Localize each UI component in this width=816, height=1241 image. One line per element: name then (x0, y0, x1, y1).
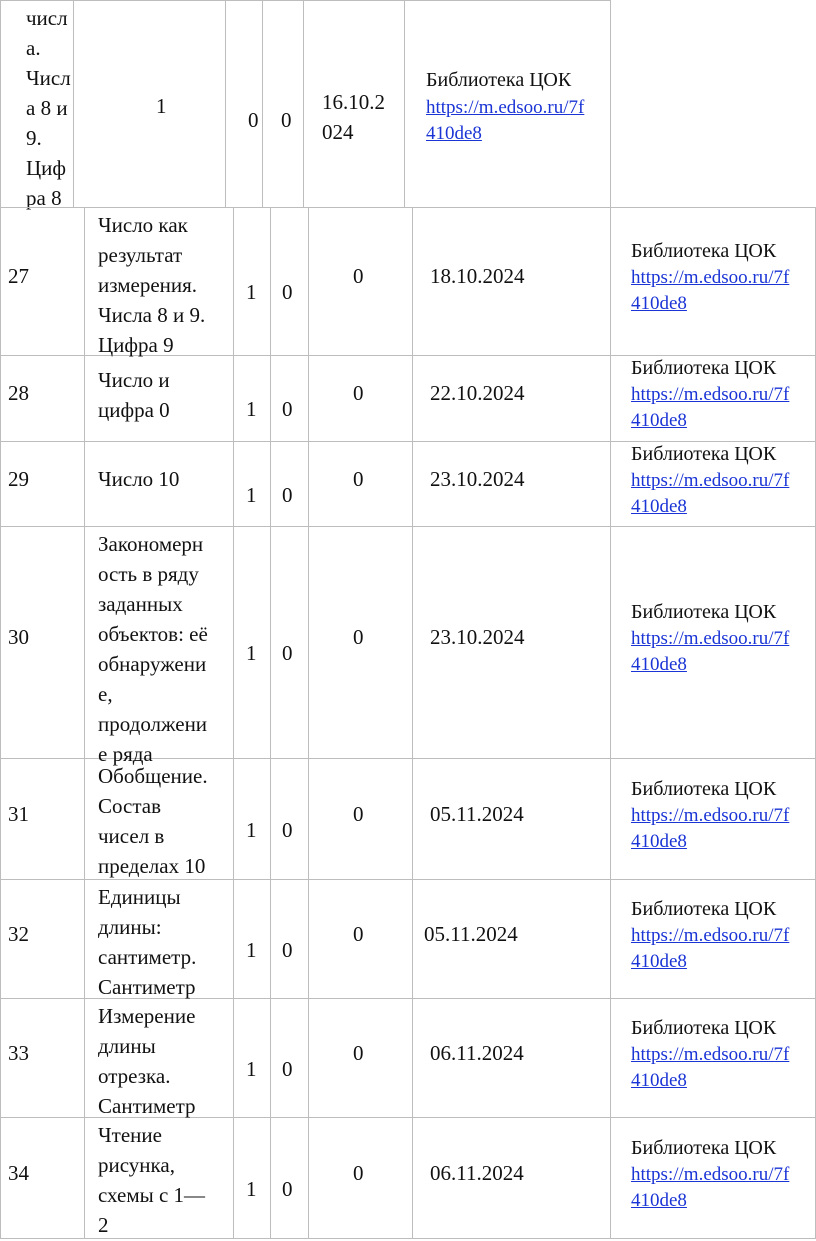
lesson-title-line: длины: (98, 915, 162, 939)
resource-link[interactable]: 410de8 (631, 293, 687, 314)
resource-link[interactable]: 410de8 (631, 951, 687, 972)
lesson-title-line: результат (98, 243, 183, 267)
control-value: 0 (282, 483, 293, 507)
date-value: 23.10.2024 (430, 467, 525, 491)
resource-label: Библиотека ЦОК (631, 357, 777, 379)
lesson-title-line: обнаружени (98, 652, 207, 676)
hours-value: 1 (246, 1057, 257, 1081)
lesson-title-line: е ряда (98, 742, 153, 766)
row-number: 34 (8, 1161, 29, 1185)
resource-link[interactable]: https://m.edsoo.ru/7f (631, 1164, 790, 1185)
resource-link[interactable]: https://m.edsoo.ru/7f (631, 470, 790, 491)
lesson-title-line: Число и (98, 368, 170, 392)
resource-link[interactable]: https://m.edsoo.ru/7f (631, 1044, 790, 1065)
date-value: 06.11.2024 (430, 1161, 524, 1185)
lesson-title-line: длины (98, 1034, 156, 1058)
control-value: 0 (282, 641, 293, 665)
row-number: 31 (8, 802, 29, 826)
table-row (0, 441, 816, 526)
resource-label: Библиотека ЦОК (631, 443, 777, 465)
resource-link[interactable]: https://m.edsoo.ru/7f (631, 267, 790, 288)
resource-link[interactable]: 410de8 (631, 654, 687, 675)
resource-label: Библиотека ЦОК (631, 601, 777, 623)
lesson-title-line: ость в ряду (98, 562, 199, 586)
date-value: 22.10.2024 (430, 381, 525, 405)
date-value: 18.10.2024 (430, 264, 525, 288)
lesson-title-line: схемы с 1— (98, 1183, 206, 1207)
date-value: 16.10.2 (322, 90, 385, 114)
lesson-title-line: а 8 и (26, 96, 68, 120)
practical-value: 0 (353, 625, 364, 649)
resource-label: Библиотека ЦОК (631, 778, 777, 800)
resource-label: Библиотека ЦОК (631, 898, 777, 920)
table-row (0, 758, 816, 879)
lesson-title-line: пределах 10 (98, 854, 206, 878)
hours-value: 1 (246, 938, 257, 962)
hours-value: 1 (246, 1177, 257, 1201)
lesson-title-line: Сантиметр (98, 975, 196, 999)
resource-label: Библиотека ЦОК (631, 1137, 777, 1159)
lesson-title-line: цифра 0 (98, 398, 170, 422)
lesson-title-line: Число 10 (98, 467, 180, 491)
lesson-title-line: е, (98, 682, 113, 706)
table-row (0, 1117, 816, 1238)
resource-link[interactable]: 410de8 (631, 831, 687, 852)
control-value: 0 (282, 1177, 293, 1201)
practical-value: 0 (353, 264, 364, 288)
lesson-title-line: Числ (26, 66, 71, 90)
lesson-title-line: Цифра 9 (98, 333, 174, 357)
resource-link[interactable]: https://m.edsoo.ru/7f (426, 97, 585, 118)
lesson-title-line: Сантиметр (98, 1094, 196, 1118)
practical-value: 0 (353, 467, 364, 491)
lesson-title-line: 9. (26, 126, 42, 150)
date-value: 23.10.2024 (430, 625, 525, 649)
table-row (0, 879, 816, 998)
resource-link[interactable]: https://m.edsoo.ru/7f (631, 384, 790, 405)
practical-value: 0 (353, 802, 364, 826)
hours-value: 1 (246, 818, 257, 842)
resource-link[interactable]: https://m.edsoo.ru/7f (631, 925, 790, 946)
table-row (0, 526, 816, 766)
resource-link[interactable]: 410de8 (426, 123, 482, 144)
lesson-title-line: 2 (98, 1213, 109, 1237)
grid-vline (610, 0, 611, 207)
lesson-title-line: объектов: её (98, 622, 208, 646)
lesson-title-line: Чтение (98, 1123, 162, 1147)
row-number: 30 (8, 625, 29, 649)
control-value: 0 (282, 1057, 293, 1081)
resource-link[interactable]: 410de8 (631, 1070, 687, 1091)
table-row (0, 355, 816, 441)
lesson-title-line: рисунка, (98, 1153, 175, 1177)
lesson-title-line: числ (26, 6, 68, 30)
lesson-title-line: сантиметр. (98, 945, 197, 969)
table-row (0, 207, 816, 355)
hours-value: 1 (246, 280, 257, 304)
resource-label: Библиотека ЦОК (631, 1017, 777, 1039)
hours-value: 1 (246, 641, 257, 665)
lesson-title-line: продолжени (98, 712, 208, 736)
lesson-title-line: ра 8 (26, 186, 62, 210)
control-value: 0 (282, 818, 293, 842)
row-number: 33 (8, 1041, 29, 1065)
control-value: 0 (248, 108, 259, 132)
grid-hline (0, 1238, 816, 1239)
practical-value: 0 (353, 922, 364, 946)
lesson-title-line: Единицы (98, 885, 181, 909)
lesson-title-line: Измерение (98, 1004, 196, 1028)
row-number: 29 (8, 467, 29, 491)
row-number: 27 (8, 264, 29, 288)
lesson-title-line: Число как (98, 213, 188, 237)
lesson-title-line: отрезка. (98, 1064, 171, 1088)
date-value: 06.11.2024 (430, 1041, 524, 1065)
control-value: 0 (282, 938, 293, 962)
resource-link[interactable]: 410de8 (631, 1190, 687, 1211)
table-row (0, 0, 610, 210)
resource-link[interactable]: https://m.edsoo.ru/7f (631, 805, 790, 826)
row-number: 28 (8, 381, 29, 405)
resource-link[interactable]: https://m.edsoo.ru/7f (631, 628, 790, 649)
hours-value: 1 (246, 397, 257, 421)
row-number: 32 (8, 922, 29, 946)
lesson-title-line: заданных (98, 592, 183, 616)
resource-link[interactable]: 410de8 (631, 496, 687, 517)
control-value: 0 (282, 280, 293, 304)
date-value: 05.11.2024 (430, 802, 524, 826)
practical-value: 0 (353, 1041, 364, 1065)
date-value: 024 (322, 120, 354, 144)
resource-label: Библиотека ЦОК (631, 240, 777, 262)
date-value: 05.11.2024 (424, 922, 518, 946)
lesson-title-line: измерения. (98, 273, 198, 297)
table-row (0, 998, 816, 1117)
practical-value: 0 (353, 1161, 364, 1185)
hours-value: 1 (246, 483, 257, 507)
practical-value: 0 (281, 108, 292, 132)
resource-link[interactable]: 410de8 (631, 410, 687, 431)
control-value: 0 (282, 397, 293, 421)
resource-label: Библиотека ЦОК (426, 69, 572, 91)
lesson-title-line: а. (26, 36, 41, 60)
hours-value: 1 (156, 94, 167, 118)
lesson-title-line: Циф (26, 156, 67, 180)
lesson-title-line: Обобщение. (98, 764, 208, 788)
lesson-title-line: чисел в (98, 824, 165, 848)
practical-value: 0 (353, 381, 364, 405)
lesson-title-line: Закономерн (98, 532, 204, 556)
lesson-title-line: Числа 8 и 9. (98, 303, 206, 327)
lesson-title-line: Состав (98, 794, 162, 818)
